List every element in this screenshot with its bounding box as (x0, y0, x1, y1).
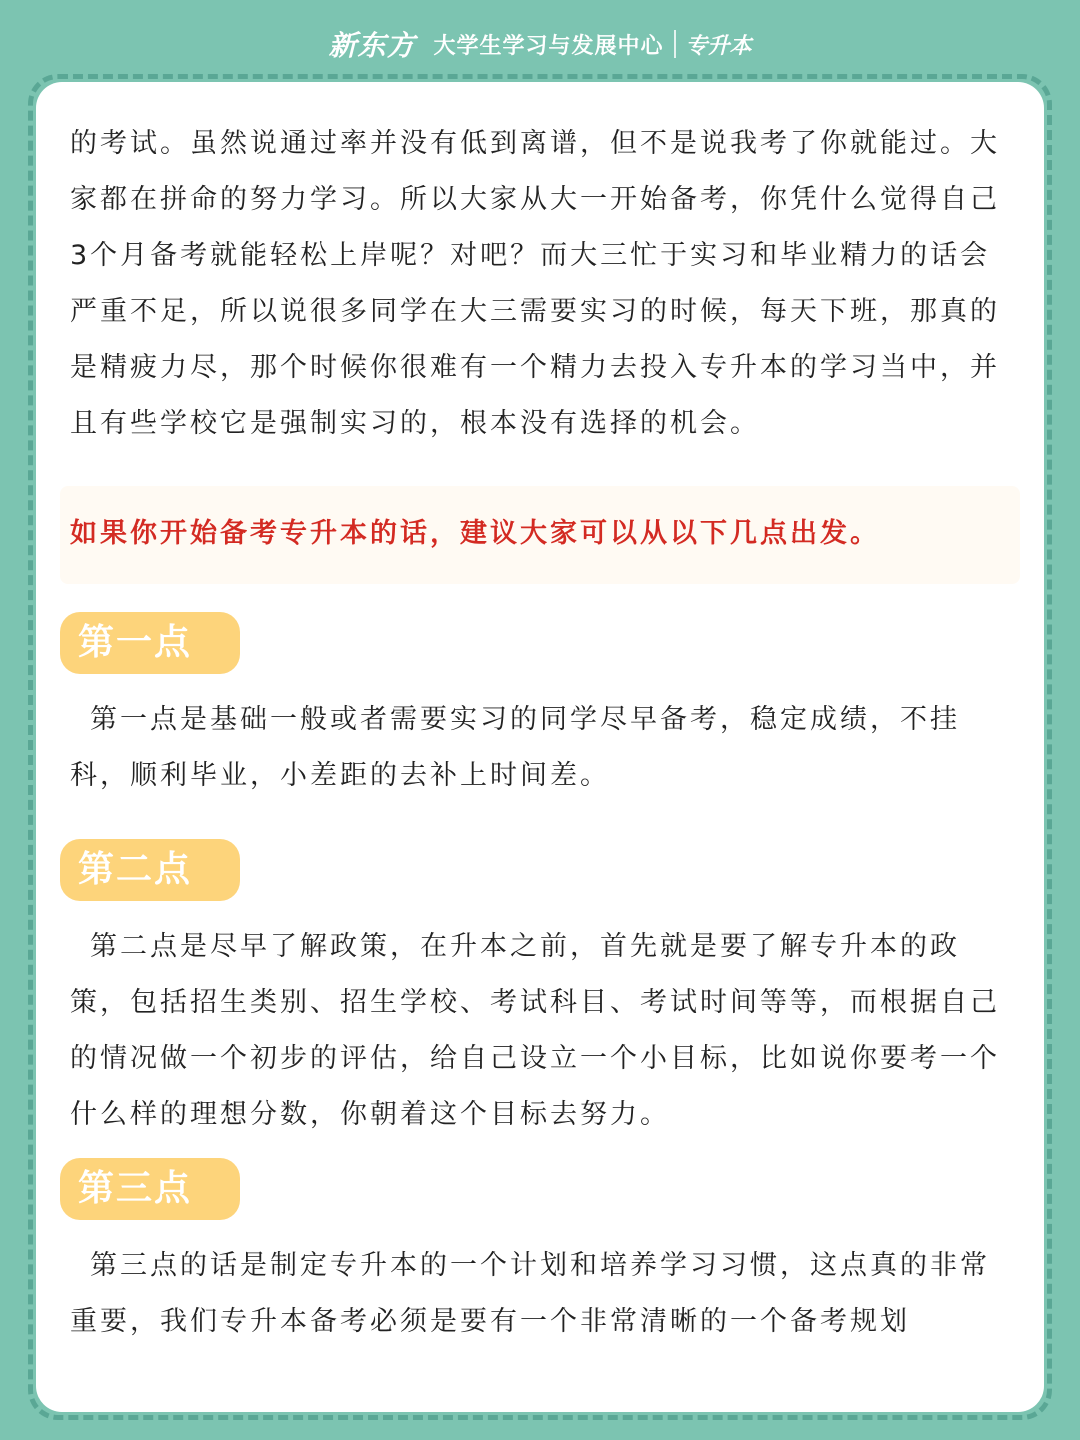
highlight-text: 如果你开始备考专升本的话，建议大家可以从以下几点出发。 (70, 518, 880, 549)
point-3-badge: 第三点 (60, 1158, 240, 1220)
point-3-text: 第三点的话是制定专升本的一个计划和培养学习习惯，这点真的非常重要，我们专升本备考必须是要有一个非常清晰的一个备考规划 (70, 1250, 990, 1337)
brand-logo: 新东方 (328, 29, 416, 62)
point-1-text: 第一点是基础一般或者需要实习的同学尽早备考，稳定成绩，不挂科，顺利毕业，小差距的去补上时间差。 (70, 704, 960, 791)
header (0, 22, 1080, 66)
category-tag: 专升本 (685, 33, 752, 59)
header-divider (674, 30, 676, 58)
point-2-text: 第二点是尽早了解政策，在升本之前，首先就是要了解专升本的政策，包括招生类别、招生学校、考试科目、考试时间等等，而根据自己的情况做一个初步的评估，给自己设立一个小目标，比如说你要考一个什么样的理想分数，你朝着这个目标去努力。 (70, 931, 1000, 1130)
center-name: 大学生学习与发展中心 (433, 33, 664, 59)
intro-paragraph: 的考试。虽然说通过率并没有低到离谱，但不是说我考了你就能过。大家都在拼命的努力学习。所以大家从大一开始备考，你凭什么觉得自己3个月备考就能轻松上岸呢？对吧？而大三忙于实习和毕业精力的话会严重不足，所以说很多同学在大三需要实习的时候，每天下班，那真的是精疲力尽，那个时候你很难有一个精力去投入专升本的学习当中，并且有些学校它是强制实习的，根本没有选择的机会。 (70, 128, 1000, 439)
point-2-badge: 第二点 (60, 839, 240, 901)
point-1-badge: 第一点 (60, 612, 240, 674)
